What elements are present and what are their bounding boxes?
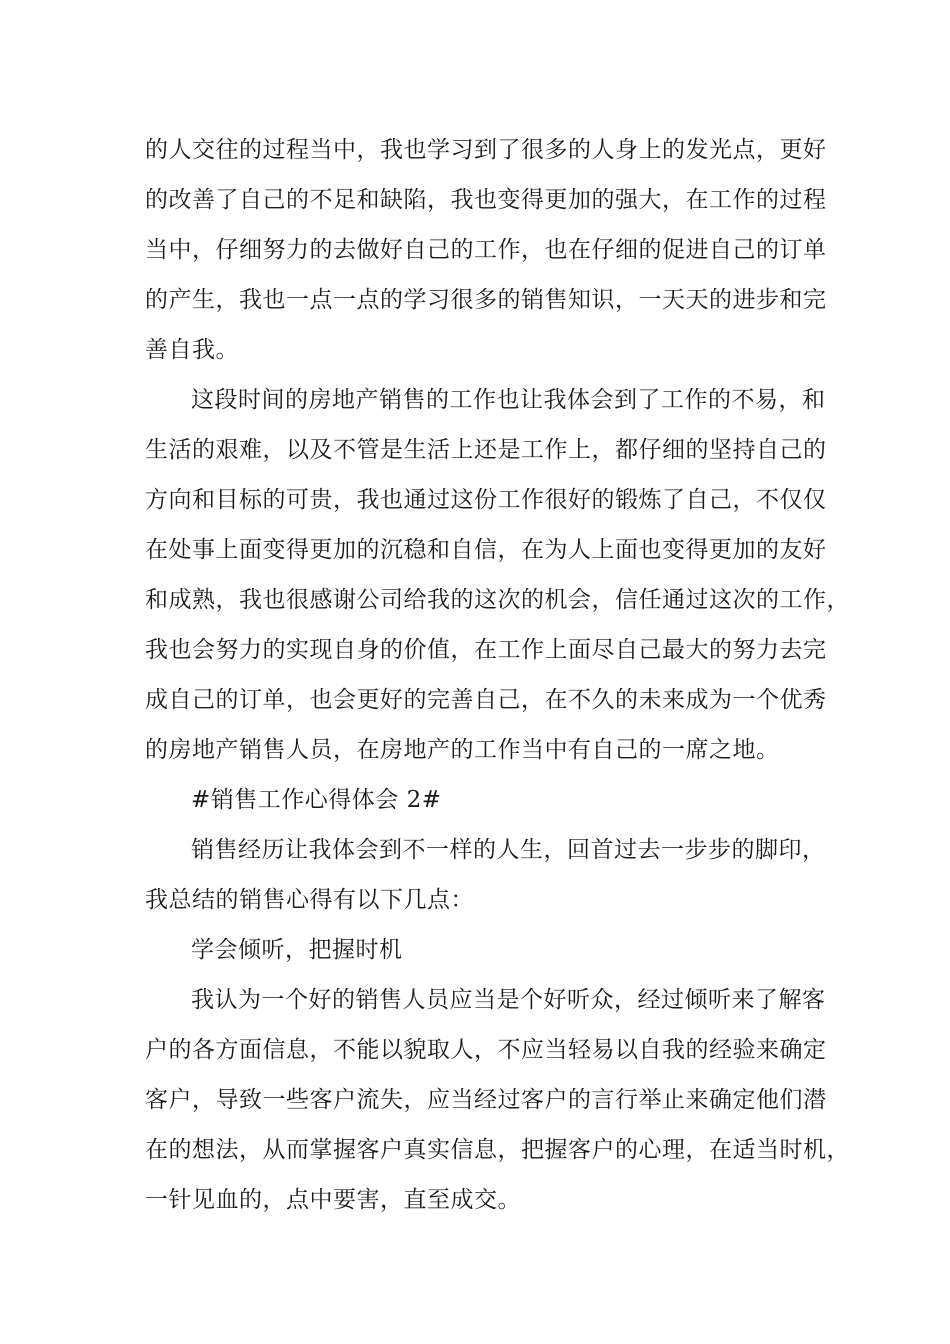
- paragraph-3-line-2: 我总结的销售心得有以下几点：: [145, 887, 474, 913]
- paragraph-2-line-2: 生活的艰难，以及不管是生活上还是工作上，都仔细的坚持自己的: [145, 437, 827, 463]
- paragraph-2-line-5: 和成熟，我也很感谢公司给我的这次的机会，信任通过这次的工作，: [145, 587, 850, 613]
- paragraph-1-line-4: 的产生，我也一点一点的学习很多的销售知识，一天天的进步和完: [145, 287, 827, 313]
- paragraph-1-line-2: 的改善了自己的不足和缺陷，我也变得更加的强大，在工作的过程: [145, 187, 827, 213]
- paragraph-2-line-3: 方向和目标的可贵，我也通过这份工作很好的锻炼了自己，不仅仅: [145, 487, 827, 513]
- paragraph-2-line-7: 成自己的订单，也会更好的完善自己，在不久的未来成为一个优秀: [145, 687, 827, 713]
- paragraph-2-line-6: 我也会努力的实现自身的价值，在工作上面尽自己最大的努力去完: [145, 637, 827, 663]
- paragraph-4-line-1: 我认为一个好的销售人员应当是个好听众，经过倾听来了解客: [191, 987, 826, 1013]
- paragraph-3-line-1: 销售经历让我体会到不一样的人生，回首过去一步步的脚印，: [191, 837, 826, 863]
- subheading: 学会倾听，把握时机: [191, 937, 403, 963]
- paragraph-1-line-5: 善自我。: [145, 337, 239, 363]
- paragraph-4-line-4: 在的想法，从而掌握客户真实信息，把握客户的心理，在适当时机，: [145, 1137, 850, 1163]
- paragraph-1-line-1: 的人交往的过程当中，我也学习到了很多的人身上的发光点，更好: [145, 137, 827, 163]
- paragraph-4-line-2: 户的各方面信息，不能以貌取人，不应当轻易以自我的经验来确定: [145, 1037, 827, 1063]
- paragraph-4-line-5: 一针见血的，点中要害，直至成交。: [145, 1187, 521, 1213]
- paragraph-2-line-1: 这段时间的房地产销售的工作也让我体会到了工作的不易，和: [191, 387, 826, 413]
- paragraph-1-line-3: 当中，仔细努力的去做好自己的工作，也在仔细的促进自己的订单: [145, 237, 827, 263]
- paragraph-4-line-3: 客户，导致一些客户流失，应当经过客户的言行举止来确定他们潜: [145, 1087, 827, 1113]
- section-heading: #销售工作心得体会 2#: [191, 787, 442, 813]
- paragraph-2-line-8: 的房地产销售人员，在房地产的工作当中有自己的一席之地。: [145, 737, 780, 763]
- paragraph-2-line-4: 在处事上面变得更加的沉稳和自信，在为人上面也变得更加的友好: [145, 537, 827, 563]
